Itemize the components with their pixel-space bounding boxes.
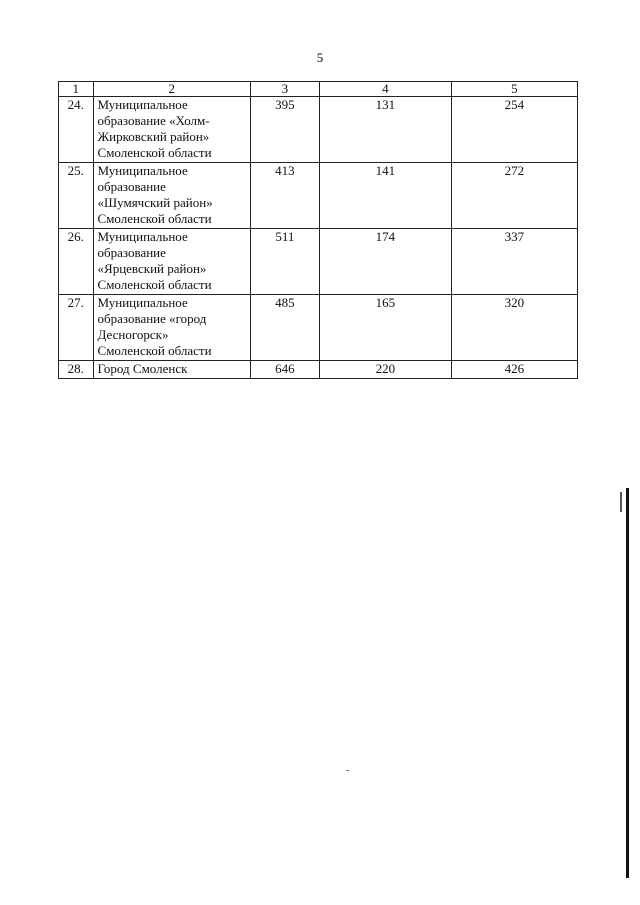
- name-line: Смоленской области: [97, 343, 212, 358]
- name-line: Смоленской области: [97, 145, 212, 160]
- name-line: Десногорск»: [97, 327, 169, 342]
- value-col-5: 337: [451, 229, 577, 295]
- municipality-name: [93, 97, 250, 163]
- header-col-1: 1: [59, 82, 94, 97]
- value-col-3: 413: [250, 163, 319, 229]
- name-line: образование: [97, 245, 166, 260]
- name-line: Муниципальное: [97, 229, 188, 244]
- table-header-row: [59, 82, 578, 97]
- name-line: Город Смоленск: [97, 361, 188, 376]
- name-line: «Ярцевский район»: [97, 261, 207, 276]
- name-line: Смоленской области: [97, 277, 212, 292]
- value-col-4: 131: [319, 97, 451, 163]
- name-line: образование «город: [97, 311, 207, 326]
- name-line: Смоленской области: [97, 211, 212, 226]
- value-col-4: 174: [319, 229, 451, 295]
- name-line: Муниципальное: [97, 97, 188, 112]
- table-row: [59, 163, 578, 229]
- value-col-3: 395: [250, 97, 319, 163]
- name-line: Муниципальное: [97, 163, 188, 178]
- name-line: «Шумячский район»: [97, 195, 213, 210]
- distribution-table: [58, 81, 578, 379]
- table-row: [59, 295, 578, 361]
- value-col-5: 320: [451, 295, 577, 361]
- municipality-name: [93, 163, 250, 229]
- row-number: 26.: [59, 229, 94, 295]
- value-col-5: 426: [451, 361, 577, 379]
- scan-edge-line: [626, 488, 629, 878]
- value-col-5: 254: [451, 97, 577, 163]
- page-number: 5: [316, 50, 324, 65]
- row-number: 28.: [59, 361, 94, 379]
- header-col-4: 4: [319, 82, 451, 97]
- value-col-3: 511: [250, 229, 319, 295]
- value-col-4: 165: [319, 295, 451, 361]
- name-line: образование «Холм-: [97, 113, 210, 128]
- table-row: [59, 361, 578, 379]
- name-line: Муниципальное: [97, 295, 188, 310]
- municipality-name: [93, 295, 250, 361]
- value-col-3: 485: [250, 295, 319, 361]
- name-line: Жирковский район»: [97, 129, 210, 144]
- header-col-5: 5: [451, 82, 577, 97]
- row-number: 24.: [59, 97, 94, 163]
- name-line: образование: [97, 179, 166, 194]
- scan-edge-mark: [620, 492, 622, 512]
- scan-speck: [346, 770, 349, 771]
- row-number: 25.: [59, 163, 94, 229]
- value-col-4: 220: [319, 361, 451, 379]
- municipality-name: [93, 361, 250, 379]
- value-col-5: 272: [451, 163, 577, 229]
- table-row: [59, 97, 578, 163]
- header-col-3: 3: [250, 82, 319, 97]
- value-col-3: 646: [250, 361, 319, 379]
- municipality-name: [93, 229, 250, 295]
- table-row: [59, 229, 578, 295]
- row-number: 27.: [59, 295, 94, 361]
- header-col-2: 2: [93, 82, 250, 97]
- value-col-4: 141: [319, 163, 451, 229]
